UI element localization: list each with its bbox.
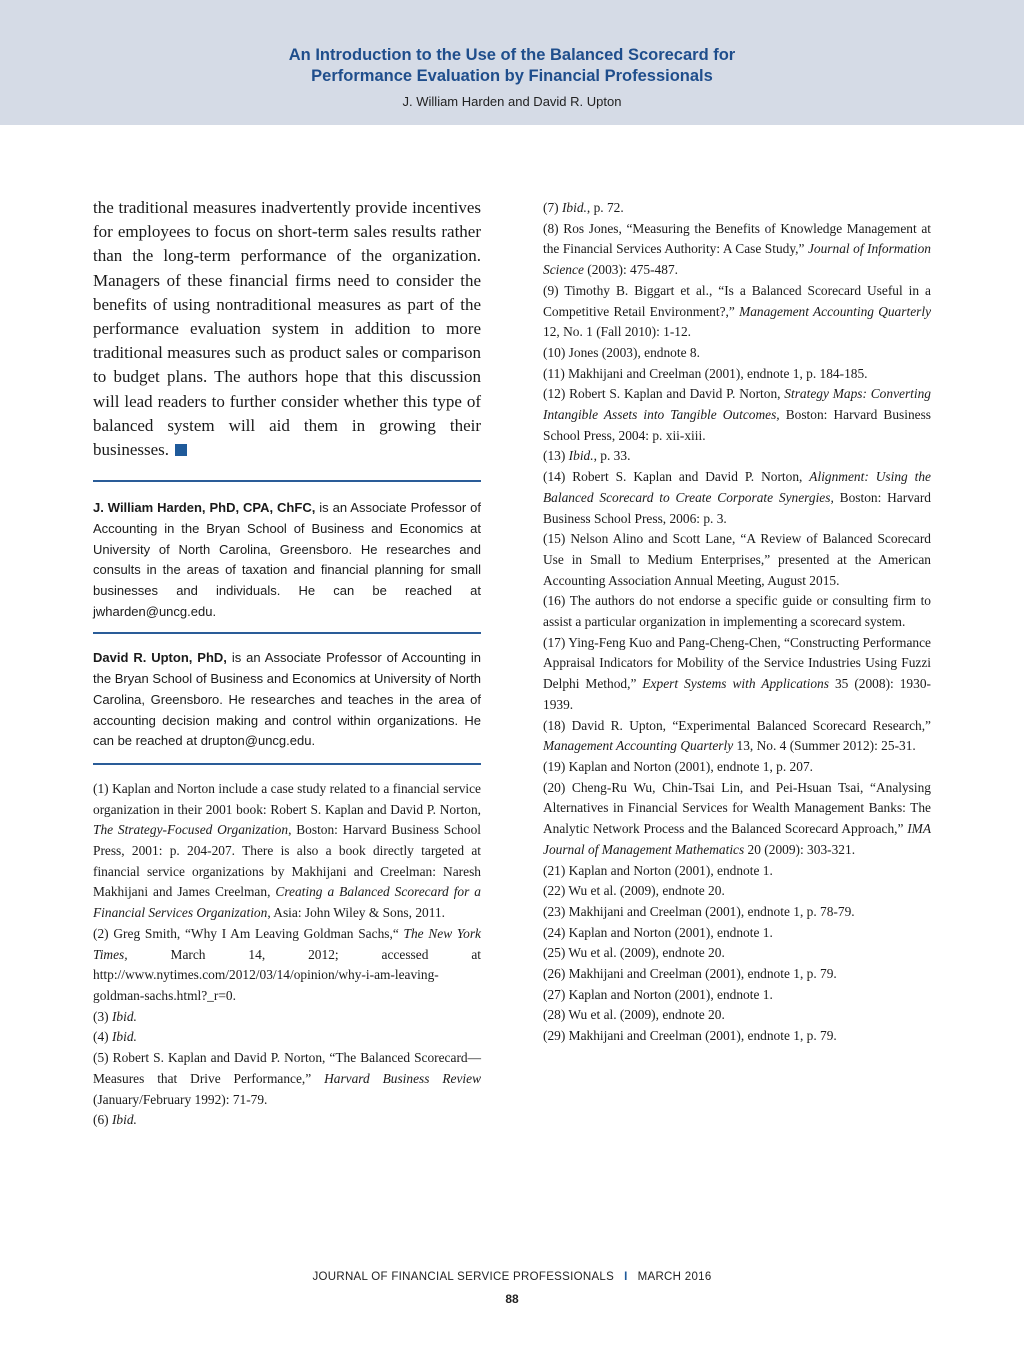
- endnote: [543, 198, 931, 219]
- endnote-italic-text: Harvard Business Review: [324, 1070, 481, 1086]
- page-header: [0, 0, 1024, 125]
- endnote-text: (13): [543, 448, 569, 464]
- endnote-text: (29) Makhijani and Creelman (2001), endnote 1, p. 79.: [543, 1028, 837, 1044]
- endnote: [543, 364, 931, 385]
- endnote-text: (18) David R. Upton, “Experimental Balanced Scorecard Research,”: [543, 717, 931, 733]
- endnote: [93, 924, 481, 1007]
- endnote-text: March 14, 2012; accessed at http://www.nytimes.com/2012/03/14/opinion/why-i-am-leaving-goldman-sachs.html?_r=0.: [93, 946, 481, 1003]
- endnote-italic-text: The New York Times,: [93, 925, 481, 962]
- endnote: [543, 343, 931, 364]
- endnote-text: 20 (2009): 303-321.: [744, 841, 856, 857]
- endnote: [543, 861, 931, 882]
- endnote-text: (20) Cheng-Ru Wu, Chin-Tsai Lin, and Pei-Hsuan Tsai, “Analysing Alternatives in Financial Services for Wealth Management Banks: The Analytic Network Process and the Balanced Scorecard Approach,”: [543, 779, 931, 837]
- endnote: [543, 985, 931, 1006]
- endnote-text: 12, No. 1 (Fall 2010): 1-12.: [543, 324, 692, 340]
- author-bio-name: David R. Upton, PhD,: [93, 650, 227, 666]
- body-paragraph-text: the traditional measures inadvertently provide incentives for employees to focus on short-term sales results rather than the long-term performance of the organization. Managers of these financial firms need to consider the benefits of using nontraditional measures as part of the performance evaluation system in addition to more traditional measures such as product sales or comparison to budget plans. The authors hope that this discussion will lead readers to further consider whether this type of balanced system will aid them in growing their businesses.: [93, 198, 481, 460]
- endnote-text: (2003): 475-487.: [583, 262, 678, 278]
- author-bio-text: is an Associate Professor of Accounting in the Bryan School of Business and Economics at University of North Carolina, Greensboro. He researches and teaches in the area of accounting decision making and control within organizations. He can be reached at drupton@uncg.edu.: [93, 650, 482, 749]
- author-bio-upton: [93, 648, 481, 752]
- endnote-text: (6): [93, 1112, 112, 1128]
- endnote-italic-text: The Strategy-Focused Organization: [93, 822, 289, 838]
- page-number: 88: [505, 1292, 519, 1306]
- endnote-text: (24) Kaplan and Norton (2001), endnote 1.: [543, 924, 773, 940]
- endnote-text: (11) Makhijani and Creelman (2001), endnote 1, p. 184-185.: [543, 365, 868, 381]
- endnote-text: (4): [93, 1029, 112, 1045]
- article-title-line-2: Performance Evaluation by Financial Professionals: [311, 67, 713, 85]
- endnote-text: (5) Robert S. Kaplan and David P. Norton, “The Balanced Scorecard—Measures that Drive Performance,”: [93, 1050, 481, 1086]
- endnote-text: (25) Wu et al. (2009), endnote 20.: [543, 945, 725, 961]
- endnote: [543, 964, 931, 985]
- endnote: [543, 757, 931, 778]
- endnote-text: (2) Greg Smith, “Why I Am Leaving Goldman Sachs,“: [93, 925, 404, 941]
- author-bio-name: J. William Harden, PhD, CPA, ChFC,: [93, 500, 316, 516]
- endnote-italic-text: Management Accounting Quarterly: [543, 738, 734, 754]
- endnote-text: (16) The authors do not endorse a specific guide or consulting firm to assist a particular organization in implementing a scorecard system.: [543, 593, 931, 630]
- endnote-italic-text: Journal of Information Science: [543, 241, 932, 278]
- endnote-text: (14) Robert S. Kaplan and David P. Norton,: [543, 469, 810, 485]
- endnote: [543, 281, 931, 343]
- endnote-text: (23) Makhijani and Creelman (2001), endnote 1, p. 78-79.: [543, 903, 855, 919]
- author-bio-harden: [93, 498, 481, 622]
- endnote-italic-text: Management Accounting Quarterly: [739, 303, 932, 319]
- endnote: [543, 467, 931, 529]
- endnote: [543, 1005, 931, 1026]
- endnote-text: , p. 72.: [586, 200, 624, 215]
- endnote: [93, 1007, 481, 1028]
- endnote: [543, 902, 931, 923]
- endnote-italic-text: Ibid.: [111, 1112, 137, 1128]
- section-rule: [93, 763, 481, 765]
- endnote-text: (22) Wu et al. (2009), endnote 20.: [543, 883, 725, 899]
- article-authors: J. William Harden and David R. Upton: [402, 94, 622, 109]
- endnote-text: (26) Makhijani and Creelman (2001), endnote 1, p. 79.: [543, 966, 837, 982]
- endnotes-right: [543, 198, 931, 1047]
- endnote: [543, 923, 931, 944]
- endnote: [93, 779, 481, 924]
- author-bio-text: is an Associate Professor of Accounting in the Bryan School of Business and Economics at University of North Carolina, Greensboro. He researches and consults in the areas of taxation and financial planning for small businesses and individuals. He can be reached at jwharden@uncg.edu.: [93, 500, 482, 619]
- endnote-italic-text: Ibid.: [561, 200, 587, 215]
- endnote: [543, 384, 931, 446]
- endnote-text: (9) Timothy B. Biggart et al., “Is a Balanced Scorecard Useful in a Competitive Retail Environment?,”: [543, 282, 931, 319]
- section-rule: [93, 632, 481, 634]
- article-title-line-1: An Introduction to the Use of the Balanced Scorecard for: [288, 46, 736, 64]
- endnote-italic-text: Strategy Maps: Converting Intangible Assets into Tangible Outcomes,: [543, 386, 931, 423]
- endnote: [93, 1110, 481, 1131]
- endnote-italic-text: Alignment: Using the Balanced Scorecard to Create Corporate Synergies,: [543, 469, 932, 505]
- endnote-text: (19) Kaplan and Norton (2001), endnote 1, p. 207.: [543, 758, 813, 774]
- section-rule: [93, 480, 481, 482]
- endnote: [543, 219, 931, 281]
- endnote-italic-text: Ibid.: [568, 448, 594, 464]
- endnote-text: (7): [543, 200, 562, 215]
- left-column: [93, 196, 481, 1131]
- footer-separator: I: [624, 1271, 628, 1283]
- endnote-text: Boston: Harvard Business School Press, 2006: p. 3.: [543, 489, 931, 526]
- endnote-text: (1) Kaplan and Norton include a case study related to a financial service organization in their 2001 book: Robert S. Kaplan and David P. Norton,: [93, 780, 481, 817]
- endnote-text: 35 (2008): 1930-1939.: [543, 676, 931, 712]
- endnote-text: , Boston: Harvard Business School Press, 2001: p. 204-207. There is also a book directly targeted at financial service organizations by Makhijani and Creelman: Naresh Makhijani and James Creelman,: [93, 822, 481, 900]
- endnote: [93, 1048, 481, 1110]
- endnote-italic-text: Creating a Balanced Scorecard for a Financial Services Organization: [93, 884, 481, 921]
- endnote: [543, 1026, 931, 1047]
- endnote: [543, 778, 931, 861]
- right-column: [543, 198, 931, 1047]
- endnote: [543, 446, 931, 467]
- endnote: [543, 881, 931, 902]
- footer-journal-name: JOURNAL OF FINANCIAL SERVICE PROFESSIONALS: [312, 1271, 615, 1283]
- endnote-text: , p. 33.: [593, 448, 631, 464]
- endnote-text: Boston: Harvard Business School Press, 2004: p. xii-xiii.: [543, 407, 932, 443]
- endnote-text: (15) Nelson Alino and Scott Lane, “A Review of Balanced Scorecard Use in Small to Medium Enterprises,” presented at the American Accounting Association Annual Meeting, August 2015.: [543, 531, 931, 588]
- page-footer: [0, 1271, 1024, 1283]
- endnote-text: (12) Robert S. Kaplan and David P. Norton,: [543, 386, 785, 402]
- endnote: [543, 943, 931, 964]
- end-of-article-square-icon: [175, 444, 187, 456]
- endnote-text: (8) Ros Jones, “Measuring the Benefits of Knowledge Management at the Financial Services Authority: A Case Study,”: [543, 220, 931, 257]
- endnote: [543, 633, 931, 716]
- endnote-italic-text: Ibid.: [111, 1029, 137, 1045]
- endnote: [543, 716, 931, 757]
- endnote-italic-text: Ibid.: [111, 1008, 137, 1024]
- footer-date: MARCH 2016: [637, 1271, 712, 1283]
- endnote-text: (27) Kaplan and Norton (2001), endnote 1.: [543, 986, 773, 1002]
- endnote-italic-text: Expert Systems with Applications: [642, 676, 829, 692]
- endnotes-left: [93, 779, 481, 1131]
- body-paragraph: [93, 196, 481, 462]
- endnote-italic-text: IMA Journal of Management Mathematics: [543, 821, 931, 857]
- endnote: [543, 591, 931, 632]
- endnote-text: (28) Wu et al. (2009), endnote 20.: [543, 1007, 725, 1023]
- endnote-text: , Asia: John Wiley & Sons, 2011.: [267, 905, 445, 921]
- endnote: [93, 1027, 481, 1048]
- endnote: [543, 529, 931, 591]
- endnote-text: (21) Kaplan and Norton (2001), endnote 1.: [543, 862, 773, 878]
- endnote-text: (3): [93, 1008, 112, 1024]
- endnote-text: (January/February 1992): 71-79.: [93, 1091, 268, 1107]
- article-title: [0, 45, 1024, 87]
- endnote-text: 13, No. 4 (Summer 2012): 25-31.: [733, 738, 916, 754]
- endnote-text: (10) Jones (2003), endnote 8.: [543, 344, 700, 360]
- endnote-text: (17) Ying-Feng Kuo and Pang-Cheng-Chen, “Constructing Performance Appraisal Indicators for Mobility of the Service Industries Using Fuzzi Delphi Method,”: [543, 634, 931, 692]
